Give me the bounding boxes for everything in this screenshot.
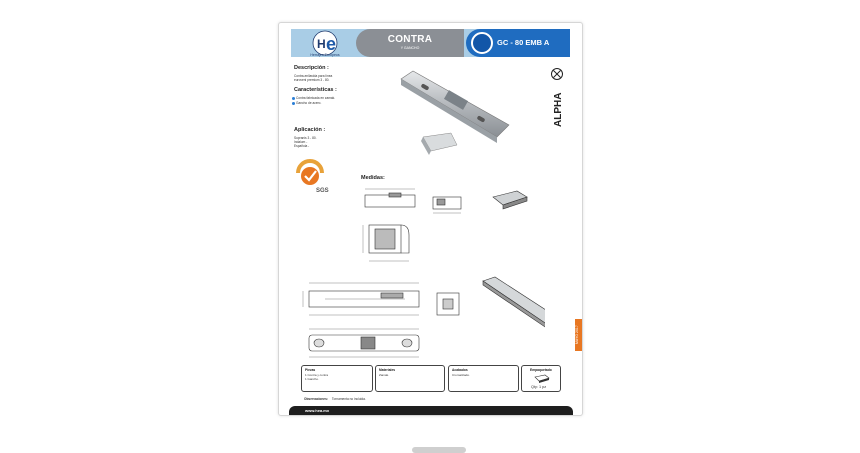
brand-name: ALPHA (553, 92, 564, 127)
acabados-box (448, 365, 519, 392)
materiales-title: Materiales (379, 368, 396, 372)
descripcion-title: Descripción : (294, 65, 329, 71)
package-icon (534, 374, 550, 384)
footer-bar (289, 406, 573, 416)
empaquetado-title: Empaquetado (530, 368, 552, 372)
aplicacion-line: Española - (294, 144, 310, 148)
aplicacion-line: Indalum - (294, 140, 308, 144)
technical-drawings (295, 181, 545, 361)
descripcion-line: Contra-enllavida para línea (294, 74, 333, 78)
acabados-title: Acabados (452, 368, 468, 372)
alpha-brand-logo (543, 67, 573, 129)
product-render-image (397, 63, 517, 163)
product-title: CONTRA (387, 34, 433, 45)
empaquetado-box (521, 365, 561, 392)
date-side-text: MAYO 2017 (575, 325, 579, 345)
piezas-line: 1 Gancho. (305, 377, 319, 381)
logo-tagline: Herrajes Europeos (310, 53, 340, 57)
code-circle-icon (471, 32, 493, 54)
svg-text:SGS: SGS (316, 188, 329, 194)
materiales-line: Zamak. (379, 373, 390, 377)
product-sheet (278, 22, 583, 416)
svg-text:H: H (317, 37, 326, 51)
piezas-title: Piezas (305, 368, 316, 372)
observaciones-label: Observaciones: (304, 397, 328, 401)
piezas-box (301, 365, 373, 392)
bullet-icon (292, 97, 295, 100)
observaciones (304, 397, 366, 401)
caracteristicas-title: Características : (294, 87, 337, 93)
empaquetado-qty: Qty: 1 pz (531, 385, 547, 389)
aplicacion-title: Aplicación : (294, 127, 326, 133)
materiales-box (375, 365, 445, 392)
piezas-line: 1 Contra y contra (305, 373, 329, 377)
descripcion-line: euroveni premium 3 - 80. (294, 78, 330, 82)
svg-text:e: e (326, 34, 337, 54)
medidas-title: Medidas: (361, 175, 385, 181)
caracteristica-item: Contra fabricada en zamak. (292, 96, 335, 100)
footer-website: www.hea.mx (305, 408, 330, 413)
observaciones-value: Tornamenta no incluida. (331, 397, 366, 401)
product-code: GC - 80 EMB A (497, 38, 550, 47)
product-subtitle: Y GANCHO (400, 46, 420, 50)
acabados-line: Cromatizado. (452, 373, 470, 377)
horizontal-scrollbar[interactable] (412, 447, 466, 453)
caracteristica-item: Gancho de acero. (292, 101, 321, 105)
bullet-icon (292, 102, 295, 105)
aplicacion-line: Supranis 3 - 80. (294, 136, 317, 140)
